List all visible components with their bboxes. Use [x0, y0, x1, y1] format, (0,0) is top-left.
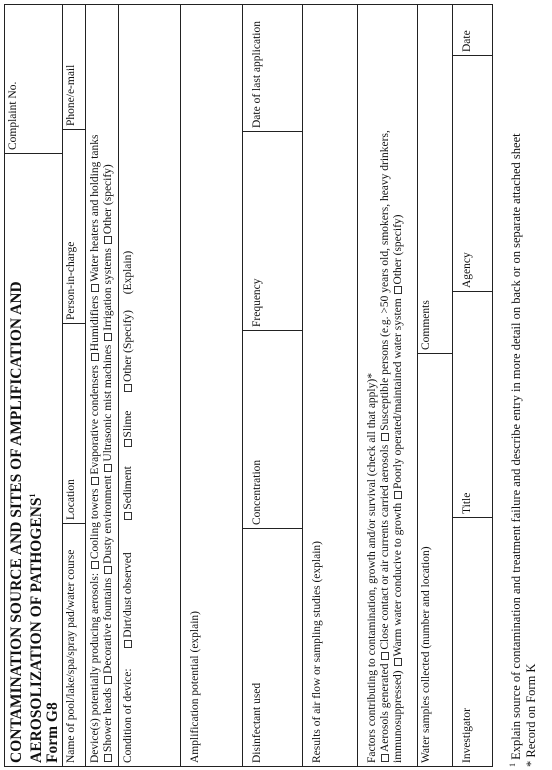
option-cooling-towers[interactable]	[89, 489, 101, 571]
option-decorative-fountains[interactable]	[102, 578, 114, 685]
checkbox[interactable]	[104, 676, 112, 684]
devices-row	[86, 5, 119, 766]
option-label: Other (specify)	[392, 214, 404, 285]
title-label: Title	[461, 492, 473, 514]
agency-field[interactable]	[453, 56, 492, 292]
form-title-line2	[25, 157, 45, 763]
water-samples-label: Water samples collected (number and location)	[420, 546, 432, 763]
checkbox[interactable]	[394, 491, 402, 499]
factors-line2	[392, 8, 405, 763]
concentration-field[interactable]	[243, 331, 302, 529]
disinfectant-used-field[interactable]	[243, 529, 302, 766]
checkbox[interactable]	[124, 439, 132, 447]
checkbox[interactable]	[381, 433, 389, 441]
factors-field	[358, 5, 417, 766]
checkbox[interactable]	[91, 284, 99, 292]
condition-field	[119, 5, 180, 766]
checkbox[interactable]	[124, 640, 132, 648]
disinfectant-used-label: Disinfectant used	[251, 682, 263, 763]
comments-label: Comments	[420, 300, 432, 350]
checkbox[interactable]	[91, 561, 99, 569]
airflow-row	[303, 5, 358, 766]
checkbox[interactable]	[381, 652, 389, 660]
option-label: Warm water conducive to growth	[392, 502, 404, 657]
checkbox[interactable]	[104, 333, 112, 341]
option-label: Evaporative condensers	[89, 365, 101, 475]
phone-email-label: Phone/e-mail	[65, 64, 77, 126]
last-application-field[interactable]	[243, 5, 302, 132]
factors-row	[358, 5, 418, 766]
option-aerosols-generated[interactable]	[379, 664, 391, 763]
checkbox[interactable]	[91, 477, 99, 485]
title-row	[5, 5, 63, 766]
option-label: Dusty environment	[102, 475, 114, 564]
condition-explain-label: (Explain)	[122, 250, 134, 295]
devices-field	[86, 5, 118, 766]
checkbox[interactable]	[381, 754, 389, 762]
option-shower-heads[interactable]	[102, 688, 114, 763]
option-poorly-operated[interactable]	[392, 298, 404, 500]
footnote-2: * Record on Form K	[524, 663, 538, 767]
title-field[interactable]	[453, 292, 492, 518]
checkbox[interactable]	[394, 658, 402, 666]
checkbox[interactable]	[104, 236, 112, 244]
checkbox[interactable]	[91, 353, 99, 361]
checkbox[interactable]	[104, 754, 112, 762]
pool-name-field[interactable]	[63, 524, 85, 766]
frequency-label: Frequency	[251, 278, 263, 327]
option-label: Humidifiers	[89, 295, 101, 352]
option-label: Dirt/dust observed	[122, 552, 134, 638]
option-label: Cooling towers	[89, 488, 101, 560]
factors-line1	[379, 8, 392, 763]
disinfectant-row	[243, 5, 303, 766]
amplification-label: Amplification potential (explain)	[189, 610, 201, 763]
water-samples-field[interactable]	[418, 354, 452, 766]
devices-label: Device(s) potentially producing aerosols:	[89, 572, 101, 763]
condition-row	[119, 5, 181, 766]
title-block	[5, 154, 62, 766]
option-humidifiers[interactable]	[89, 296, 101, 363]
footnote-1-mark: 1	[508, 763, 517, 767]
footnote-1	[506, 133, 523, 767]
location-field[interactable]	[63, 324, 85, 524]
checkbox[interactable]	[124, 384, 132, 392]
option-label: Irrigation systems	[102, 248, 114, 331]
devices-line2	[102, 8, 115, 763]
person-in-charge-field[interactable]	[63, 130, 85, 324]
last-application-label: Date of last application	[251, 21, 263, 128]
complaint-number-field[interactable]	[5, 5, 62, 154]
option-dirt-dust[interactable]	[122, 552, 134, 648]
option-label: Susceptible persons (e.g. >50 years old, smokers, heavy drinkers,	[379, 130, 391, 431]
location-label: Location	[65, 479, 77, 520]
samples-row	[418, 5, 453, 766]
option-label: Other (specify)	[102, 164, 114, 235]
option-label: Decorative fountains	[102, 577, 114, 674]
option-close-contact[interactable]	[379, 445, 391, 661]
option-label: Water heaters and holding tanks	[89, 134, 101, 282]
footnote-1-text: Explain source of contamination and treatment failure and describe entry in more detail on back or on separate attached sheet	[509, 133, 524, 760]
option-slime[interactable]	[122, 411, 134, 449]
investigator-label: Investigator	[461, 708, 473, 763]
form-title-line2-text: AEROSOLIZATION OF PATHOGENS	[28, 497, 46, 763]
concentration-label: Concentration	[251, 459, 263, 525]
checkbox[interactable]	[104, 464, 112, 472]
phone-email-field[interactable]	[63, 5, 85, 130]
option-warm-water[interactable]	[392, 503, 404, 668]
investigator-field[interactable]	[453, 518, 492, 766]
form-number: Form G8	[44, 702, 62, 763]
option-label: Shower heads	[102, 687, 114, 752]
checkbox[interactable]	[124, 512, 132, 520]
form-title-line1: CONTAMINATION SOURCE AND SITES OF AMPLIFICATION AND	[8, 281, 25, 763]
airflow-field[interactable]	[303, 5, 357, 766]
condition-label: Condition of device:	[122, 668, 134, 763]
date-label: Date	[461, 30, 473, 52]
person-in-charge-label: Person-in-charge	[65, 241, 77, 320]
option-label: Poorly operated/maintained water system	[392, 298, 404, 489]
agency-label: Agency	[461, 252, 473, 288]
option-factors-other[interactable]	[392, 215, 404, 296]
form-g8	[4, 4, 493, 767]
devices-line1	[89, 8, 102, 763]
airflow-label: Results of air flow or sampling studies (explain)	[311, 541, 323, 763]
option-label: Sediment	[122, 466, 134, 510]
option-label: Ultrasonic mist machines	[102, 344, 114, 462]
option-irrigation-systems[interactable]	[102, 248, 114, 342]
option-label: Slime	[122, 410, 134, 438]
option-water-heaters[interactable]	[89, 135, 101, 293]
amplification-row	[181, 5, 243, 766]
option-evaporative-condensers[interactable]	[89, 365, 101, 486]
option-ultrasonic-mist[interactable]	[102, 345, 114, 473]
checkbox[interactable]	[394, 286, 402, 294]
pool-row	[63, 5, 86, 766]
option-dusty-environment[interactable]	[102, 475, 114, 574]
date-field[interactable]	[453, 5, 492, 56]
option-label: Close contact or air currents carried aerosols	[379, 444, 391, 650]
option-sediment[interactable]	[122, 466, 134, 520]
comments-field[interactable]	[418, 5, 452, 354]
frequency-field[interactable]	[243, 132, 302, 331]
option-susceptible-persons[interactable]	[379, 130, 391, 442]
factors-label: Factors contributing to contamination, growth and/or survival (check all that apply)*	[366, 373, 378, 763]
option-devices-other[interactable]	[102, 164, 114, 245]
option-label: Other (Specify)	[122, 310, 134, 382]
investigator-row	[453, 5, 492, 766]
option-label: Aerosols generated	[379, 663, 391, 752]
complaint-number-label: Complaint No.	[7, 81, 19, 150]
amplification-field[interactable]	[181, 5, 242, 766]
checkbox[interactable]	[104, 566, 112, 574]
pool-name-label: Name of pool/lake/spa/spray pad/water course	[65, 549, 77, 763]
option-condition-other[interactable]	[122, 310, 134, 393]
factors-line2-prefix: immunosuppressed)	[392, 670, 404, 763]
title-footnote-mark: 1	[28, 493, 37, 498]
